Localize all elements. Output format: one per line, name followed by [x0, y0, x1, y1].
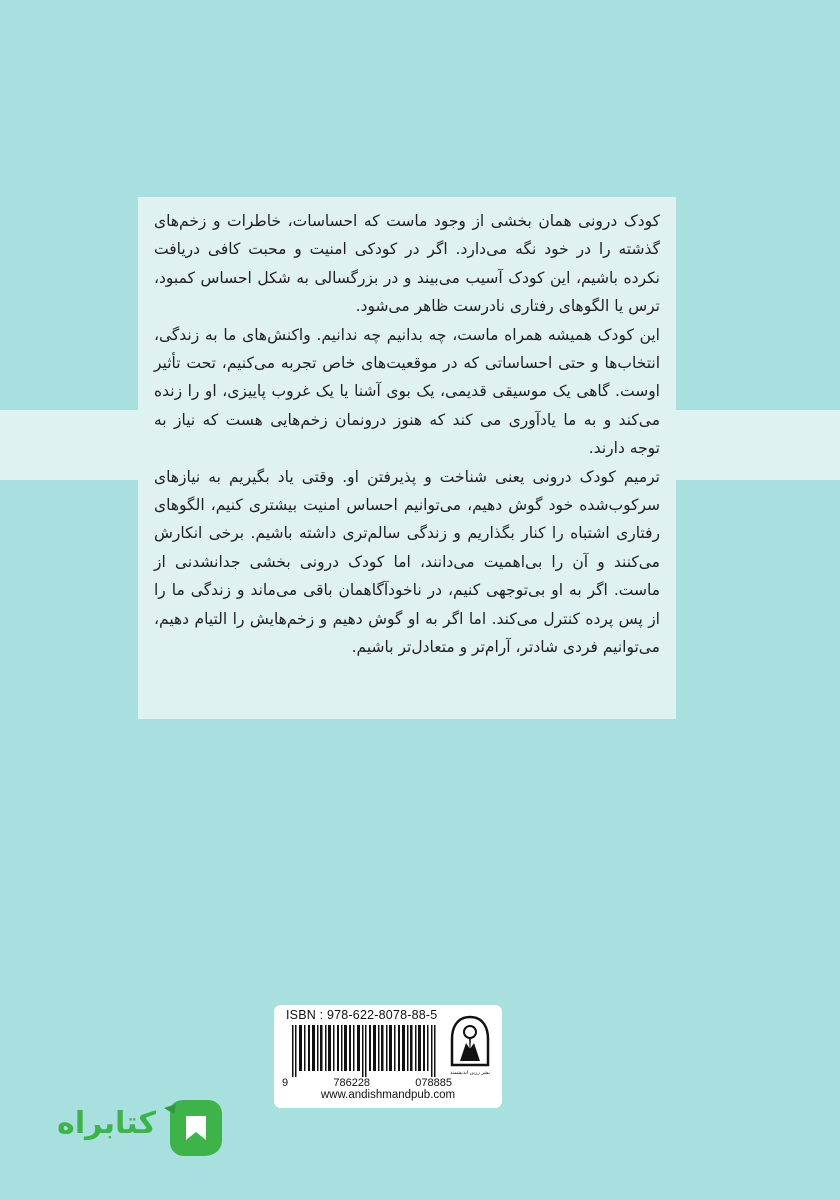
- ketabrah-wordmark: کتابراه: [57, 1106, 156, 1141]
- paragraph-2: این کودک همیشه همراه ماست، چه بدانیم چه ندانیم. واکنش‌های ما به زندگی، انتخاب‌ها و حتی احساساتی که در موقعیت‌های خاص تجربه می‌کنیم، تحت تأثیر اوست. گاهی یک موسیقی قدیمی، یک بوی آشنا یا یک غروب پاییزی، او را زنده می‌کند و به ما یادآوری می کند که هنوز درونمان زخم‌هایی هست که نیاز به توجه دارند.: [154, 325, 660, 458]
- barcode-digits: [282, 1077, 452, 1089]
- back-cover-text-box: [138, 197, 676, 719]
- publisher-logo-icon: [448, 1013, 492, 1077]
- publisher-logo-text: نشر زرین اندیشمند: [449, 1070, 491, 1076]
- barcode-digit-group-2: 078885: [415, 1077, 452, 1089]
- paragraph-3: ترمیم کودک درونی یعنی شناخت و پذیرفتن او. وقتی یاد بگیریم به نیازهای سرکوب‌شده خود گوش دهیم، می‌توانیم احساس امنیت بیشتری کنیم، الگوهای رفتاری اشتباه را کنار بگذاریم و زندگی سالم‌تری داشته باشیم. برخی انکارش می‌کنند و آن را بی‌اهمیت می‌دانند، اما کودک درونی بخشی جدانشدنی از ماست. اگر به او بی‌توجهی کنیم، در ناخودآگاهمان باقی می‌ماند و زندگی ما را از پس پرده کنترل می‌کند. اما اگر به او گوش دهیم و زخم‌هایش را التیام دهیم، می‌توانیم فردی شادتر، آرام‌تر و متعادل‌تر باشیم.: [154, 467, 660, 657]
- isbn-barcode-box: [274, 1005, 502, 1108]
- barcode-icon: [286, 1025, 448, 1077]
- paragraph-1: کودک درونی همان بخشی از وجود ماست که احساسات، خاطرات و زخم‌های گذشته را در خود نگه می‌دارد. اگر در کودکی امنیت و محبت کافی دریافت نکرده باشیم، این کودک آسیب می‌بیند و در بزرگسالی به شکل احساس کمبود، ترس یا الگوهای رفتاری نادرست ظاهر می‌شود.: [154, 212, 660, 316]
- isbn-number: ISBN : 978-622-8078-88-5: [286, 1008, 438, 1022]
- barcode-digit-lead: 9: [282, 1077, 289, 1089]
- ketabrah-bookmark-icon: [162, 1098, 226, 1158]
- barcode-digit-group-1: 786228: [333, 1077, 371, 1089]
- publisher-website: www.andishmandpub.com: [320, 1089, 456, 1101]
- ketabrah-logo: [36, 1098, 226, 1158]
